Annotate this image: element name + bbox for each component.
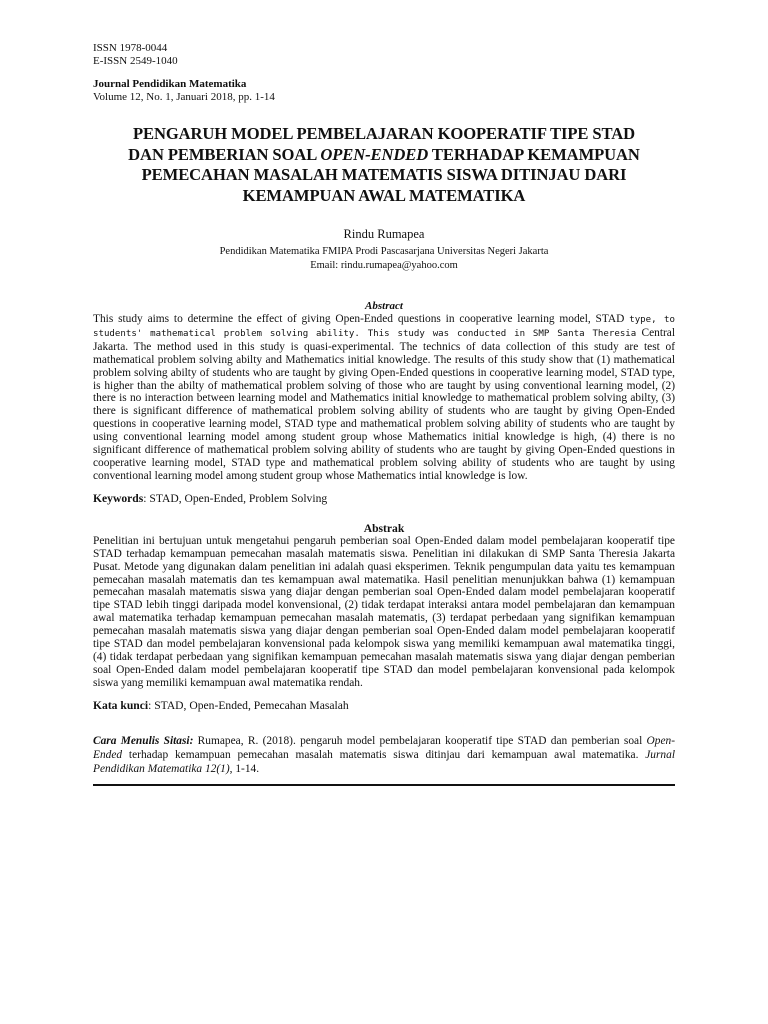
keywords-label: Keywords (93, 491, 144, 505)
abstrak-heading: Abstrak (363, 521, 405, 535)
title-line-4: KEMAMPUAN AWAL MATEMATIKA (242, 185, 526, 205)
kata-kunci (93, 699, 675, 713)
abstract-heading: Abstract (365, 300, 403, 312)
eissn: E-ISSN 2549-1040 (93, 54, 178, 67)
author-name: Rindu Rumapea (343, 227, 425, 241)
divider-rule (93, 784, 675, 786)
journal-page (93, 42, 675, 786)
author-email[interactable]: Email: rindu.rumapea@yahoo.com (310, 260, 458, 271)
citation-journal: Jurnal Pendidikan Matematika 12(1) (93, 748, 675, 775)
abstract-mono-segment: type, to students' mathematical problem solving ability. This study was conducted in SMP Santa Theresia (93, 315, 675, 339)
volume-info: Volume 12, No. 1, Januari 2018, pp. 1-14 (93, 90, 275, 103)
citation-label: Cara Menulis Sitasi: (93, 734, 194, 747)
author-affiliation: Pendidikan Matematika FMIPA Prodi Pascasarjana Universitas Negeri Jakarta (219, 246, 549, 257)
kata-kunci-values: : STAD, Open-Ended, Pemecahan Masalah (148, 698, 349, 712)
title-line-2: DAN PEMBERIAN SOAL OPEN-ENDED TERHADAP KEMAMPUAN (128, 144, 640, 164)
title-line-3: PEMECAHAN MASALAH MATEMATIS SISWA DITINJAU DARI (141, 165, 627, 184)
kata-kunci-label: Kata kunci (93, 698, 149, 712)
abstrak-body: Penelitian ini bertujuan untuk mengetahui pengaruh pemberian soal Open-Ended dalam model pembelajaran kooperatif tipe STAD terhadap kemampuan pemecahan masalah matematis siswa. Penelitian ini dilakukan di SMP Santa Theresia Jakarta Pusat. Metode yang digunakan dalam penelitian ini adalah quasi eksperimen. Teknik pengumpulan data yaitu tes kemampuan pemecahan masalah matematis dan tes kemampuan awal matematika. Hasil penelitian menunjukkan bahwa (1) kemampuan pemecahan masalah matematis siswa yang diajar dengan pemberian soal Open-Ended dalam model pembelajaran kooperatif tipe STAD lebih tinggi daripada model konvensional, (2) tidak terdapat interaksi antara model pembelajaran dan kemampuan awal matematika terhadap kemampuan pemecahan masalah matematis, (3) terdapat perbedaan yang signifikan kemampuan pemecahan masalah matematis siswa yang diajar dengan pemberian soal Open-Ended dalam model pembelajaran kooperatif tipe STAD dan model pembelajaran konvensional pada kelompok siswa yang memiliki kemampuan awal matematika tinggi, (4) tidak terdapat perbedaan yang signifikan kemampuan pemecahan masalah matematis siswa yang diajar dengan pemberian soal Open-Ended dalam model pembelajaran kooperatif tipe STAD dan model pembelajaran konvensional pada kelompok siswa yang memiliki kemampuan awal matematika rendah. (93, 534, 675, 689)
issn: ISSN 1978-0044 (93, 42, 168, 54)
title-line-1: PENGARUH MODEL PEMBELAJARAN KOOPERATIF TIPE STAD (132, 124, 636, 143)
abstract-body: This study aims to determine the effect of giving Open-Ended questions in cooperative learning model, STAD type, to students' mathematical problem solving ability. This study was conducted in SMP Santa Theresia Central Jakarta. The method used in this study is quasi-experimental. The technics of data collection of this study are test of mathematical problem solving abilty and Mathematics initial knowledge. The results of this study show that (1) mathematical problem solving abilty of students who are taught by giving Open-Ended questions in cooperative learning model, STAD type, is higher than the abilty of mathematical problem solving of those who are taught by using conventional learning model, (2) there is no interaction between learning model and Mathematics initial knowledge to mathematical problem solving abilty, (3) there is significant difference of mathematical problem solving ability of students who are taught by giving Open-Ended questions in cooperative learning model, STAD type and mathematical problem solving ability of students who are taught by using conventional learning model among student group whose Mathematics initial knowledge is high, (4) there is no significant difference of mathematical problem solving ability of students who are taught by giving Open-Ended questions in cooperative learning model, STAD type and mathematical problem solving ability of students who are taught by using conventional learning model among student group whose Mathematics intial knowledge is low. (93, 313, 676, 482)
citation: Cara Menulis Sitasi: Rumapea, R. (2018). pengaruh model pembelajaran kooperatif tipe STAD dan pemberian soal Open-Ended terhadap kemampuan pemecahan masalah matematis siswa ditinjau dari kemampuan awal matematika. Jurnal Pendidikan Matematika 12(1), 1-14. (93, 734, 675, 775)
title-italic: OPEN-ENDED (320, 144, 429, 164)
keywords-values: : STAD, Open-Ended, Problem Solving (143, 491, 328, 505)
journal-header (93, 42, 675, 103)
keywords (93, 492, 675, 506)
journal-name: Journal Pendidikan Matematika (93, 78, 247, 90)
paper-title (93, 124, 675, 206)
